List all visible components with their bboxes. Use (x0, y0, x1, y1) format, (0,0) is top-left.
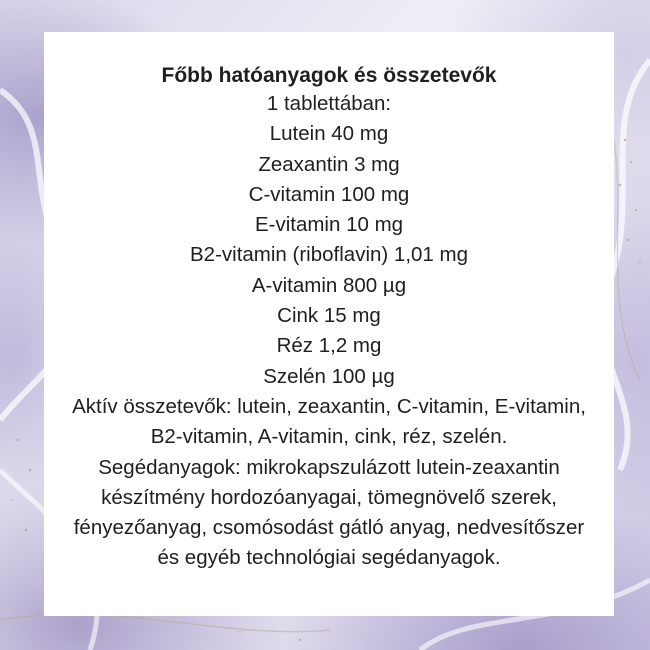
ingredient-line-zeaxantin: Zeaxantin 3 mg (258, 152, 400, 176)
ingredient-line-selenium: Szelén 100 µg (263, 364, 395, 388)
ingredient-line-lutein: Lutein 40 mg (269, 122, 389, 146)
ingredients-card (44, 32, 614, 616)
ingredient-line-vitamin-c: C-vitamin 100 mg (248, 182, 410, 206)
ingredient-line-vitamin-b2: B2-vitamin (riboflavin) 1,01 mg (190, 243, 468, 267)
ingredient-line-vitamin-a: A-vitamin 800 µg (251, 273, 407, 297)
excipients-text: Segédanyagok: mikrokapszulázott lutein-zeaxantin készítmény hordozóanyagai, tömegnövelő szerek, fényezőanyag, csomósodást gátló anyag, nedvesítőszer és egyéb technológiai segédanyagok. (73, 455, 585, 570)
ingredient-line-copper: Réz 1,2 mg (276, 334, 382, 358)
active-ingredients-text: Aktív összetevők: lutein, zeaxantin, C-vitamin, E-vitamin, B2-vitamin, A-vitamin, cink, réz, szelén. (72, 394, 586, 449)
card-title: Főbb hatóanyagok és összetevők (161, 64, 497, 87)
ingredient-line-zinc: Cink 15 mg (277, 304, 381, 328)
ingredient-line-vitamin-e: E-vitamin 10 mg (254, 213, 404, 237)
ingredient-line-per-tablet: 1 tablettában: (266, 92, 392, 115)
